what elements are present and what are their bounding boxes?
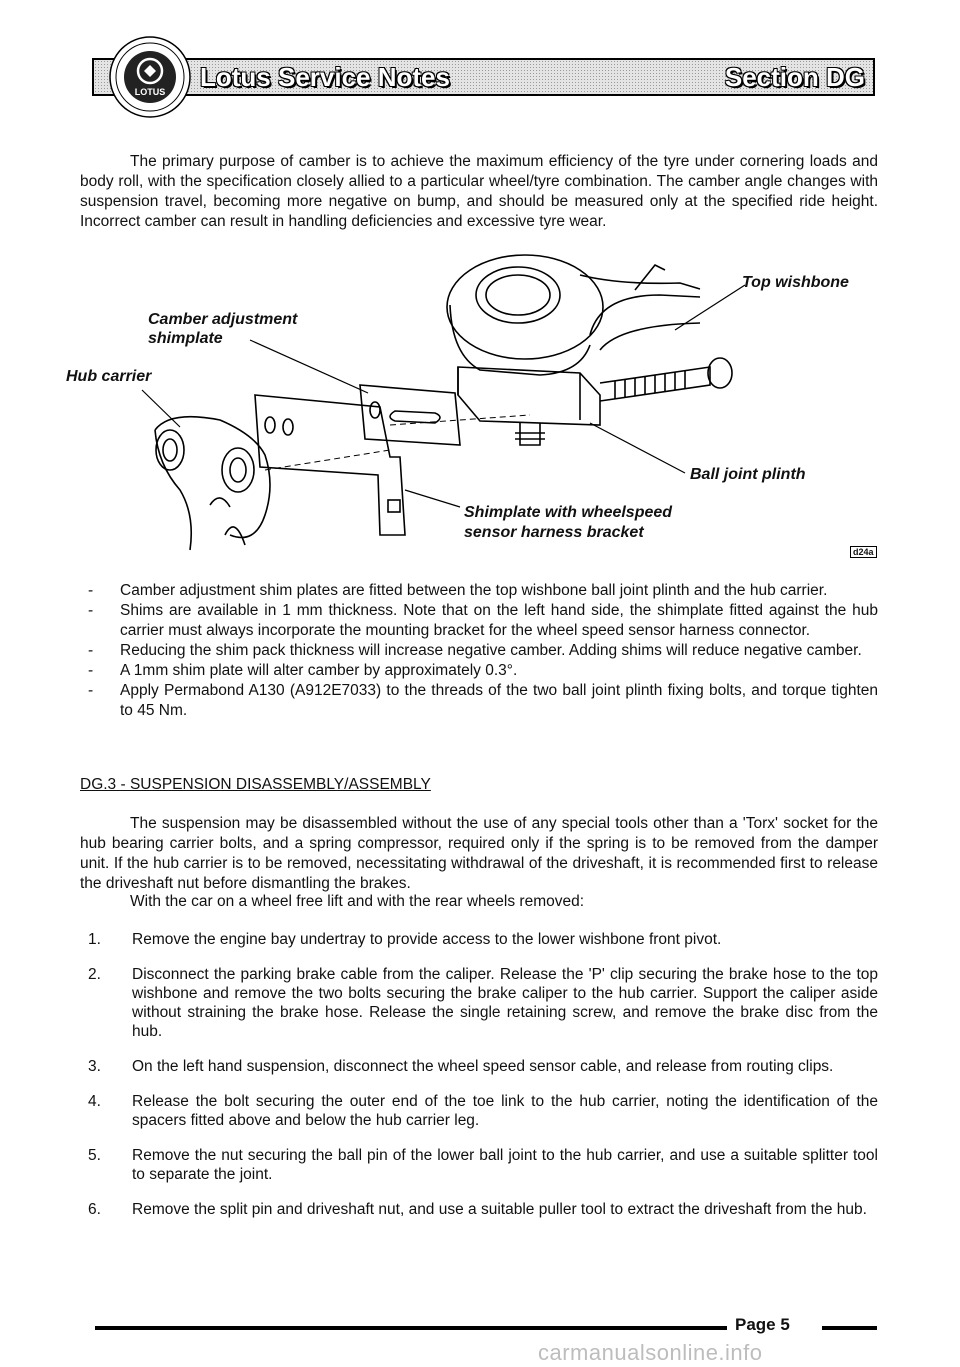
list-item: - Camber adjustment shim plates are fitted between the top wishbone ball joint plinth and the hub carrier. [88,581,878,601]
header-section: Section DG [724,62,865,92]
step-item [88,930,878,949]
step-text: Disconnect the parking brake cable from the caliper. Release the 'P' clip securing the brake hose to the top wishbone and remove the two bolts securing the brake caliper to the hub carrier. Support the caliper aside without straining the brake hose. Release the single retaining screw, and remove the brake disc from the hub. [132,966,878,1040]
label-shimplate-line2: sensor harness bracket [464,524,644,541]
label-ball-joint: Ball joint plinth [690,466,806,483]
intro-paragraph: The primary purpose of camber is to achieve the maximum efficiency of the tyre under cornering loads and body roll, with the specification closely allied to a particular wheel/tyre combination. The camber angle changes with suspension travel, becoming more negative on bump, and should be measured only at the specified ride height. Incorrect camber can result in handling deficiencies and excessive tyre wear. [80,153,878,230]
figure-code: d24a [850,546,877,558]
footer-rule-tail [822,1326,877,1330]
label-shimplate-line1: Shimplate with wheelspeed [464,504,673,521]
step-item [88,1200,878,1219]
step-item [88,965,878,1041]
camber-figure [60,245,900,565]
section-intro: The suspension may be disassembled without the use of any special tools other than a 'Torx' socket for the hub bearing carrier bolts, and a spring compressor, required only if the spring is to be removed from the damper unit. If the hub carrier is to be removed, necessitating withdrawal of the driveshaft, it is recommended first to release the driveshaft nut before dismantling the brakes. [80,815,878,892]
list-item: - Reducing the shim pack thickness will increase negative camber. Adding shims will reduce negative camber. [88,641,878,661]
section-heading: DG.3 - SUSPENSION DISASSEMBLY/ASSEMBLY [80,776,431,793]
label-camber-line2: shimplate [148,330,223,347]
header-title: Lotus Service Notes [200,62,450,92]
camber-notes-list [88,581,878,721]
footer-rule [95,1326,727,1330]
step-text: On the left hand suspension, disconnect the wheel speed sensor cable, and release from routing clips. [132,1058,834,1075]
section-intro-2: With the car on a wheel free lift and with the rear wheels removed: [130,893,585,910]
list-item: - A 1mm shim plate will alter camber by approximately 0.3°. [88,661,878,681]
step-number: 1. [88,931,101,948]
label-top-wishbone: Top wishbone [742,274,849,291]
step-number: 2. [88,966,101,983]
logo-text: LOTUS [134,87,166,97]
steps-list [88,930,878,1235]
step-text: Remove the engine bay undertray to provide access to the lower wishbone front pivot. [132,931,722,948]
step-item [88,1146,878,1184]
list-item: - Shims are available in 1 mm thickness. Note that on the left hand side, the shimplate fitted against the hub carrier must always incorporate the mounting bracket for the wheel speed sensor harness connector. [88,601,878,641]
list-item: - Apply Permabond A130 (A912E7033) to the threads of the two ball joint plinth fixing bolts, and torque tighten to 45 Nm. [88,681,878,721]
label-hub-carrier: Hub carrier [66,368,152,385]
lotus-logo-icon [106,33,194,121]
step-number: 4. [88,1093,101,1110]
step-text: Release the bolt securing the outer end of the toe link to the hub carrier, noting the identification of the spacers fitted above and below the hub carrier leg. [132,1093,878,1129]
step-item [88,1057,878,1076]
step-item [88,1092,878,1130]
label-camber-line1: Camber adjustment [148,311,298,328]
page-number: Page 5 [735,1315,790,1334]
step-text: Remove the nut securing the ball pin of the lower ball joint to the hub carrier, and use a suitable splitter tool to separate the joint. [132,1147,878,1183]
step-number: 5. [88,1147,101,1164]
step-number: 6. [88,1201,101,1218]
watermark: carmanualsonline.info [538,1340,763,1365]
step-number: 3. [88,1058,101,1075]
step-text: Remove the split pin and driveshaft nut, and use a suitable puller tool to extract the driveshaft from the hub. [132,1201,867,1218]
